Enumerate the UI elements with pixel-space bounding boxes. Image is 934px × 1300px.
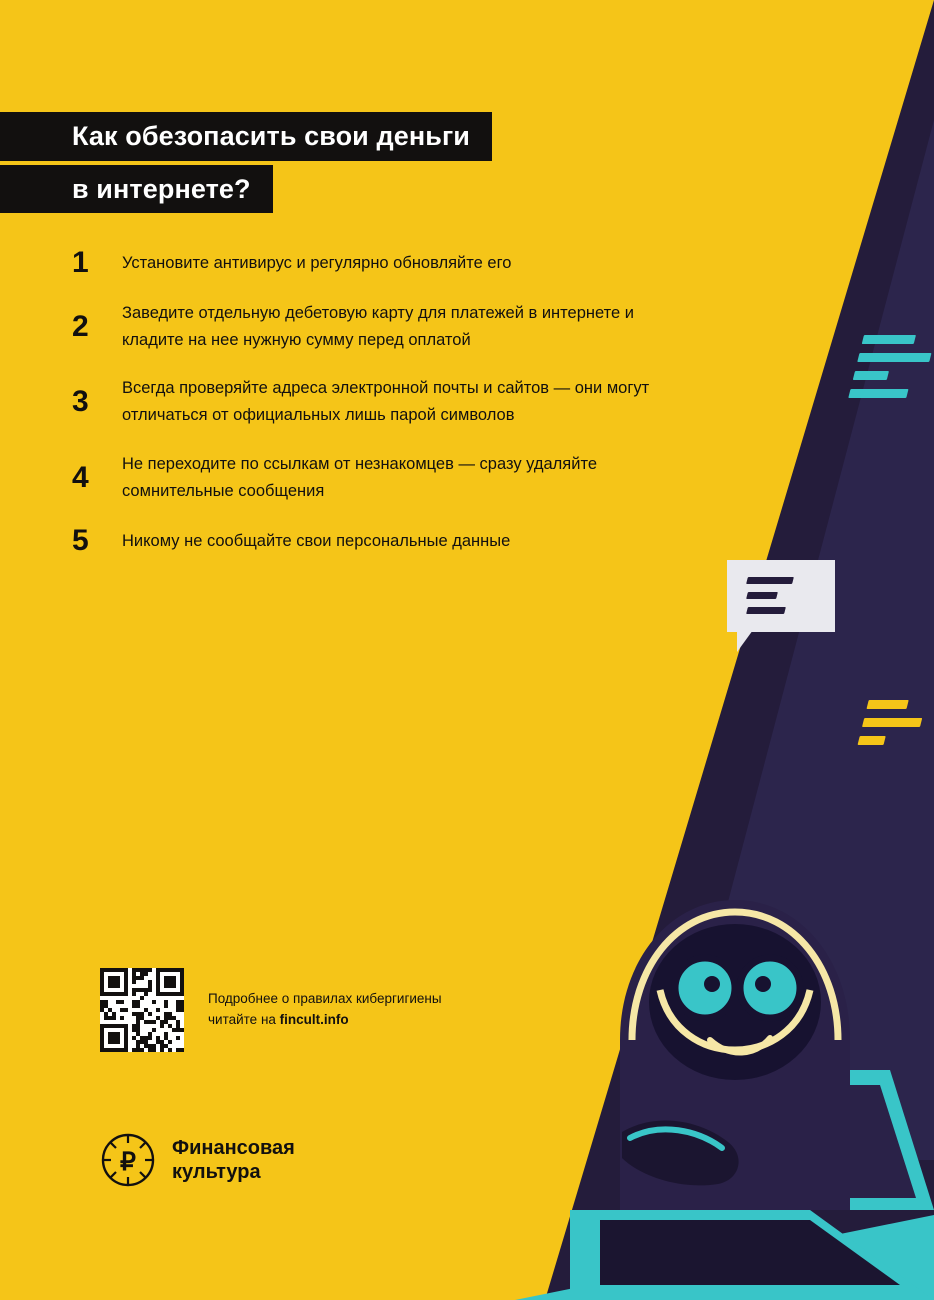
page-title: [0, 112, 492, 213]
page-title-line-1: Как обезопасить свои деньги: [0, 112, 492, 161]
speech-bubble-icon: [727, 560, 835, 632]
list-item: [72, 300, 692, 353]
list-item-number: 5: [72, 524, 89, 558]
brand-name: [172, 1136, 295, 1185]
list-item-text: Заведите отдельную дебетовую карту для платежей в интернете и кладите на нее нужную сумму перед оплатой: [122, 304, 634, 349]
qr-caption-prefix: читайте на: [208, 1012, 280, 1027]
hacker-illustration: [560, 740, 934, 1300]
list-item: [72, 451, 692, 504]
qr-caption-site[interactable]: fincult.info: [279, 1012, 349, 1027]
list-item-number: 2: [72, 309, 89, 343]
brand-name-line-1: Финансовая: [172, 1136, 295, 1159]
list-item-number: 4: [72, 460, 89, 494]
list-item: [72, 375, 692, 428]
svg-text:₽: ₽: [120, 1148, 136, 1176]
qr-caption-line-2: [208, 1010, 442, 1031]
list-item-text: Всегда проверяйте адреса электронной почты и сайтов — они могут отличаться от официальных лишь парой символов: [122, 379, 650, 425]
list-item: [72, 526, 692, 556]
tips-list: [72, 248, 692, 578]
qr-caption: [208, 989, 442, 1031]
list-item-number: 3: [72, 385, 89, 419]
qr-caption-line-1: Подробнее о правилах кибергигиены: [208, 991, 442, 1007]
ruble-clock-icon: [100, 1132, 156, 1188]
brand-name-line-2: культура: [172, 1161, 261, 1183]
qr-section: [100, 968, 442, 1052]
qr-code-icon[interactable]: [100, 968, 184, 1052]
list-item-text: Не переходите по ссылкам от незнакомцев — сразу удаляйте сомнительные сообщения: [122, 454, 598, 500]
list-item-text: Установите антивирус и регулярно обновляйте его: [122, 253, 512, 272]
brand-logo: [100, 1132, 295, 1188]
list-item: [72, 248, 692, 278]
page-title-line-2: в интернете?: [0, 165, 273, 214]
list-item-number: 1: [72, 246, 89, 279]
list-item-text: Никому не сообщайте свои персональные данные: [122, 531, 511, 550]
